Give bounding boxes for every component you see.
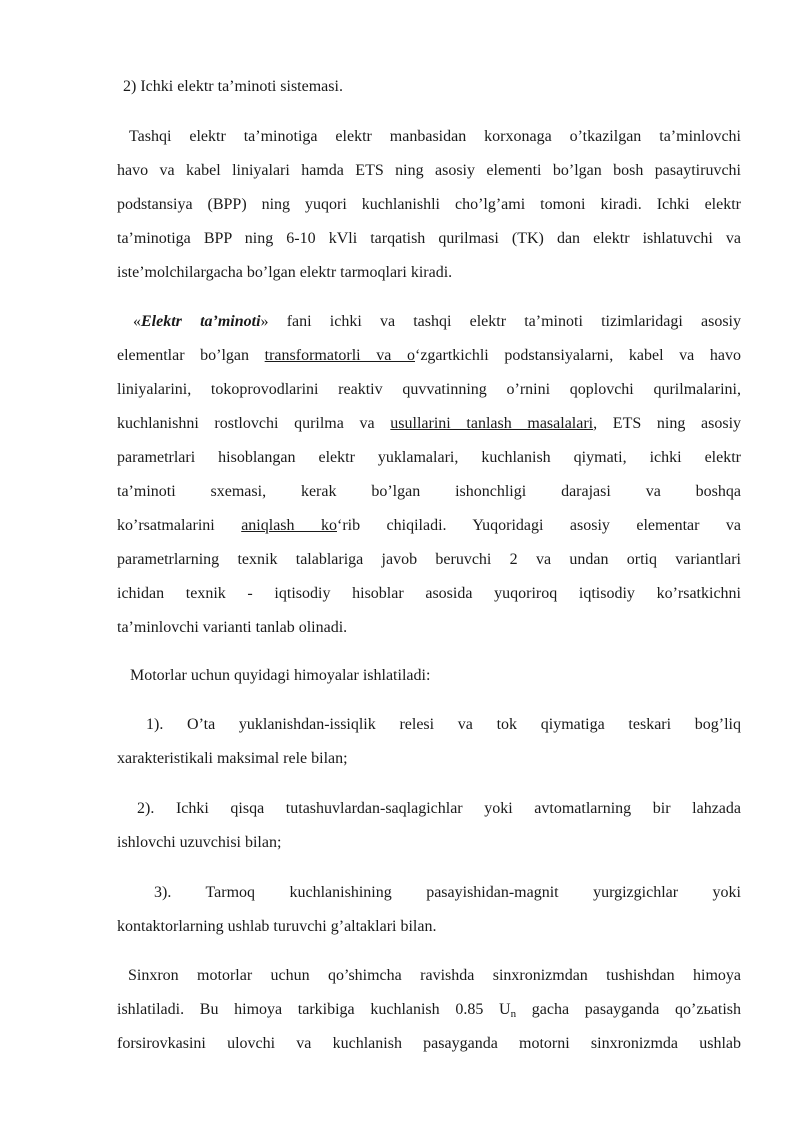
paragraph-2-line-7 <box>117 515 741 537</box>
paragraph-2-line-6: ta’minoti sxemasi, kerak bo’lgan ishonchligi darajasi va boshqa <box>117 483 741 500</box>
paragraph-2-line-10: ta’minlovchi varianti tanlab olinadi. <box>117 619 348 636</box>
paragraph-2-line-2-pre: elementlar bo’lgan <box>117 347 265 364</box>
paragraph-2-line-4 <box>117 413 741 435</box>
paragraph-2-line-7-post: ‘rib chiqiladi. Yuqoridagi asosiy elementar va <box>336 517 742 534</box>
paragraph-2-line-2-post: ‘zgartkichli podstansiyalarni, kabel va havo <box>415 347 741 364</box>
paragraph-7-line-1: Sinxron motorlar uchun qo’shimcha ravishda sinxronizmdan tushishdan himoya <box>128 967 741 984</box>
aniqlash-link[interactable]: aniqlash ko <box>241 517 337 534</box>
transformator-link[interactable]: transformatorli va o <box>264 347 415 364</box>
paragraph-2-line-7-pre: ko’rsatmalarini <box>117 517 242 534</box>
open-quote: « <box>133 313 141 330</box>
list-item-1-line-2: xarakteristikali maksimal rele bilan; <box>117 750 348 767</box>
paragraph-2-line-4-post: , ETS ning asosiy <box>593 415 742 432</box>
paragraph-7-line-2-post: gacha pasayganda qo’zьatish <box>516 1001 741 1018</box>
paragraph-1-line-2: havo va kabel liniyalari hamda ETS ning asosiy elementi bo’lgan bosh pasaytiruvchi <box>117 162 741 179</box>
paragraph-1-line-5: iste’molchilargacha bo’lgan elektr tarmoqlari kiradi. <box>117 264 453 281</box>
course-title: Elektr ta’minoti <box>141 313 261 330</box>
paragraph-7-line-3: forsirovkasini ulovchi va kuchlanish pasayganda motorni sinxronizmda ushlab <box>117 1035 741 1052</box>
paragraph-2-line-5: parametrlari hisoblangan elektr yuklamalari, kuchlanish qiymati, ichki elektr <box>117 449 741 466</box>
list-item-2-line-1: 2). Ichki qisqa tutashuvlardan-saqlagichlar yoki avtomatlarning bir lahzada <box>137 800 741 817</box>
voltage-subscript: n <box>510 1008 517 1020</box>
paragraph-2-line-1-rest: » fani ichki va tashqi elektr ta’minoti tizimlaridagi asosiy <box>260 313 742 330</box>
section-heading: 2) Ichki elektr ta’minoti sistemasi. <box>123 78 343 95</box>
paragraph-3: Motorlar uchun quyidagi himoyalar ishlatiladi: <box>130 667 431 684</box>
paragraph-7-line-2 <box>117 999 741 1021</box>
paragraph-7-line-2-pre: ishlatiladi. Bu himoya tarkibiga kuchlanish 0.85 U <box>117 1001 511 1018</box>
paragraph-2-line-8: parametrlarning texnik talablariga javob beruvchi 2 va undan ortiq variantlari <box>117 551 741 568</box>
list-item-3-line-1: 3). Tarmoq kuchlanishining pasayishidan-magnit yurgizgichlar yoki <box>154 884 741 901</box>
paragraph-2-line-4-pre: kuchlanishni rostlovchi qurilma va <box>117 415 391 432</box>
usullar-link[interactable]: usullarini tanlash masalalari <box>390 415 594 432</box>
paragraph-1-line-4: ta’minotiga BPP ning 6-10 kVli tarqatish qurilmasi (TK) dan elektr ishlatuvchi va <box>117 230 741 247</box>
list-item-3-line-2: kontaktorlarning ushlab turuvchi g’altaklari bilan. <box>117 918 437 935</box>
paragraph-2-line-3: liniyalarini, tokoprovodlarini reaktiv quvvatinning o’rnini qoplovchi qurilmalarini, <box>117 381 741 398</box>
list-item-2-line-2: ishlovchi uzuvchisi bilan; <box>117 834 282 851</box>
paragraph-2-line-2 <box>117 345 741 367</box>
paragraph-2-line-1 <box>133 311 741 333</box>
list-item-1-line-1: 1). O’ta yuklanishdan-issiqlik relesi va tok qiymatiga teskari bog’liq <box>146 716 741 733</box>
paragraph-1-line-3: podstansiya (BPP) ning yuqori kuchlanishli cho’lg’ami tomoni kiradi. Ichki elektr <box>117 196 741 213</box>
paragraph-1-line-1: Tashqi elektr ta’minotiga elektr manbasidan korxonaga o’tkazilgan ta’minlovchi <box>129 128 741 145</box>
paragraph-2-line-9: ichidan texnik - iqtisodiy hisoblar asosida yuqoriroq iqtisodiy ko’rsatkichni <box>117 585 741 602</box>
